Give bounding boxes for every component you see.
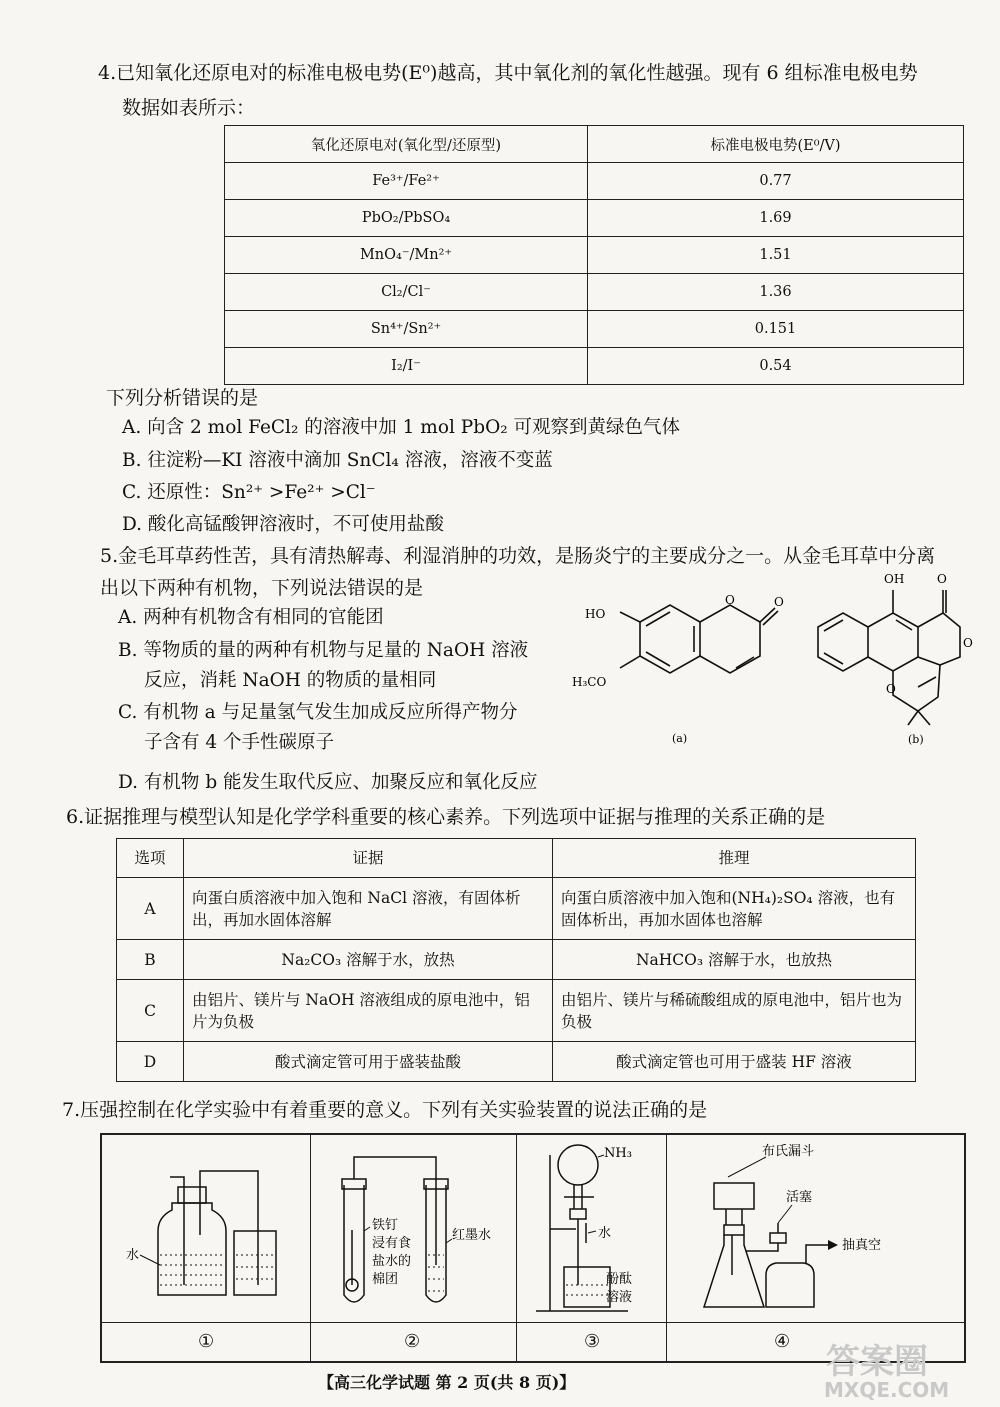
q4-header-couple: 氧化还原电对(氧化型/还原型): [225, 126, 588, 163]
q6-cell-evidence: 由铝片、镁片与 NaOH 溶液组成的原电池中，铝片为负极: [184, 980, 553, 1042]
caption-2: ②: [404, 1331, 421, 1352]
q7-apparatus-figure: [100, 1133, 966, 1363]
table-row: [225, 348, 964, 385]
structure-a-caption: (a): [672, 732, 688, 745]
caption-3: ③: [584, 1331, 601, 1352]
q6-cell-evidence: 酸式滴定管可用于盛装盐酸: [184, 1042, 553, 1082]
q4-option-c: C. 还原性：Sn²⁺ >Fe²⁺ >Cl⁻: [122, 482, 376, 503]
label-red-ink: 红墨水: [452, 1228, 492, 1243]
structure-a-ring-o: O: [725, 593, 735, 607]
q6-cell-option: B: [117, 940, 184, 980]
table-row: [117, 940, 916, 980]
q6-header-inference: 推理: [553, 839, 916, 878]
table-row: [117, 980, 916, 1042]
structure-b-ring-o1: O: [963, 636, 973, 650]
label-soaked: 浸有食: [372, 1236, 412, 1251]
apparatus-2-iron-corrosion: [310, 1135, 516, 1323]
q4-cell-potential: 1.51: [588, 237, 964, 274]
table-row: [225, 200, 964, 237]
label-buchner-funnel: 布氏漏斗: [762, 1144, 815, 1159]
structure-b-diagram: [800, 565, 980, 750]
structure-b-oh: OH: [884, 572, 905, 586]
q6-cell-inference: 由铝片、镁片与稀硫酸组成的原电池中，铝片也为负极: [553, 980, 916, 1042]
q6-cell-option: D: [117, 1042, 184, 1082]
watermark-url: MXQE.COM: [824, 1378, 950, 1402]
apparatus-3-fountain: [516, 1135, 666, 1323]
page-footer: 【高三化学试题 第 2 页(共 8 页)】: [318, 1373, 576, 1392]
q6-cell-option: C: [117, 980, 184, 1042]
q4-stem-line1: 4.已知氧化还原电对的标准电极电势(E⁰)越高，其中氧化剂的氧化性越强。现有 6 组标准电极电势: [98, 62, 918, 84]
label-cotton: 棉团: [372, 1272, 399, 1287]
q4-cell-couple: Sn⁴⁺/Sn²⁺: [225, 311, 588, 348]
structure-b-caption: (b): [908, 733, 924, 746]
apparatus-4-suction-filter: [666, 1135, 964, 1323]
table-row: [225, 237, 964, 274]
structure-b-ring-o2: O: [886, 682, 896, 696]
label-nh3: NH₃: [604, 1146, 632, 1161]
q6-cell-inference: NaHCO₃ 溶解于水，也放热: [553, 940, 916, 980]
q4-cell-potential: 0.54: [588, 348, 964, 385]
q6-header-option: 选项: [117, 839, 184, 878]
q6-cell-inference: 酸式滴定管也可用于盛装 HF 溶液: [553, 1042, 916, 1082]
structure-a-keto-o: O: [774, 595, 784, 609]
q4-cell-potential: 0.151: [588, 311, 964, 348]
q6-stem: 6.证据推理与模型认知是化学学科重要的核心素养。下列选项中证据与推理的关系正确的是: [66, 806, 826, 828]
q4-option-a: A. 向含 2 mol FeCl₂ 的溶液中加 1 mol PbO₂ 可观察到黄绿色气体: [122, 417, 681, 438]
structure-b-keto-o: O: [937, 572, 947, 586]
q5-option-a: A. 两种有机物含有相同的官能团: [118, 607, 384, 628]
q4-option-b: B. 往淀粉—KI 溶液中滴加 SnCl₄ 溶液，溶液不变蓝: [122, 450, 553, 471]
q5-option-c-line2: 子含有 4 个手性碳原子: [144, 732, 335, 753]
table-row: [117, 878, 916, 940]
q4-cell-couple: PbO₂/PbSO₄: [225, 200, 588, 237]
q4-cell-potential: 1.69: [588, 200, 964, 237]
q5-option-d: D. 有机物 b 能发生取代反应、加聚反应和氧化反应: [118, 772, 538, 793]
label-water: 水: [126, 1248, 140, 1263]
structure-a-ho: HO: [585, 607, 606, 621]
table-row: [225, 274, 964, 311]
table-row: [117, 1042, 916, 1082]
caption-4: ④: [774, 1331, 791, 1352]
q5-stem-line2: 出以下两种有机物，下列说法错误的是: [100, 577, 424, 599]
q4-stem-line2: 数据如表所示：: [122, 97, 256, 119]
label-solution: 溶液: [606, 1290, 633, 1305]
q6-cell-evidence: Na₂CO₃ 溶解于水，放热: [184, 940, 553, 980]
caption-1: ①: [198, 1331, 215, 1352]
q5-option-c-line1: C. 有机物 a 与足量氢气发生加成反应所得产物分: [118, 702, 518, 723]
q4-prompt: 下列分析错误的是: [106, 387, 259, 409]
table-row: [225, 163, 964, 200]
structure-a-diagram: [560, 590, 790, 750]
q4-cell-couple: I₂/I⁻: [225, 348, 588, 385]
q4-header-potential: 标准电极电势(E⁰/V): [588, 126, 964, 163]
q4-cell-couple: Cl₂/Cl⁻: [225, 274, 588, 311]
q5-stem-line1: 5.金毛耳草药性苦，具有清热解毒、利湿消肿的功效，是肠炎宁的主要成分之一。从金毛耳草中分离: [100, 545, 936, 567]
q7-stem: 7.压强控制在化学实验中有着重要的意义。下列有关实验装置的说法正确的是: [62, 1099, 708, 1121]
q6-evidence-table: [116, 838, 916, 1082]
q4-cell-potential: 0.77: [588, 163, 964, 200]
label-saltwater: 盐水的: [372, 1254, 412, 1269]
q5-option-b-line2: 反应，消耗 NaOH 的物质的量相同: [144, 670, 437, 691]
table-row: [225, 311, 964, 348]
q4-potential-table: [224, 125, 964, 385]
label-iron-nail: 铁钉: [372, 1218, 399, 1233]
q6-cell-option: A: [117, 878, 184, 940]
q4-cell-couple: Fe³⁺/Fe²⁺: [225, 163, 588, 200]
q6-cell-evidence: 向蛋白质溶液中加入饱和 NaCl 溶液，有固体析出，再加水固体溶解: [184, 878, 553, 940]
q4-cell-couple: MnO₄⁻/Mn²⁺: [225, 237, 588, 274]
label-phenolphthalein: 酚酞: [606, 1272, 633, 1287]
q4-option-d: D. 酸化高锰酸钾溶液时，不可使用盐酸: [122, 514, 444, 535]
structure-a-h3co: H₃CO: [572, 675, 607, 689]
label-valve: 活塞: [786, 1190, 813, 1205]
label-water-2: 水: [598, 1226, 612, 1241]
q4-cell-potential: 1.36: [588, 274, 964, 311]
watermark-logo: 答案圈: [826, 1342, 928, 1382]
label-vacuum: 抽真空: [842, 1238, 882, 1253]
q6-cell-inference: 向蛋白质溶液中加入饱和(NH₄)₂SO₄ 溶液，也有固体析出，再加水固体也溶解: [553, 878, 916, 940]
q6-header-evidence: 证据: [184, 839, 553, 878]
apparatus-1-gas-washing: [102, 1135, 310, 1323]
q5-option-b-line1: B. 等物质的量的两种有机物与足量的 NaOH 溶液: [118, 640, 529, 661]
